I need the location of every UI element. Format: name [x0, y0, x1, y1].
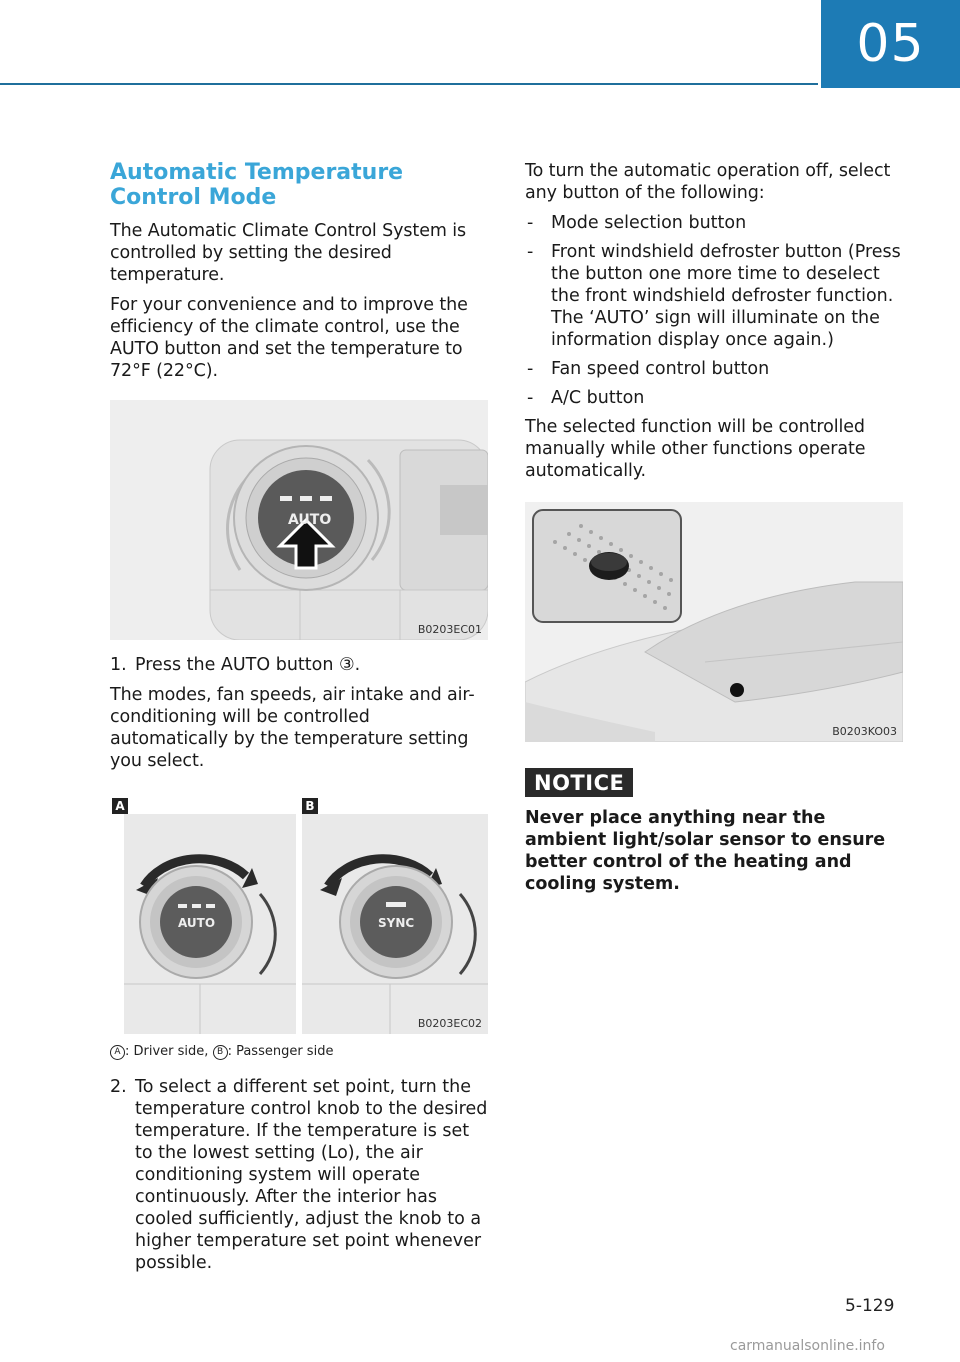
page-number: 5-129	[845, 1296, 895, 1316]
list-item-text: Fan speed control button	[551, 359, 770, 379]
list-item	[525, 212, 903, 234]
watermark: carmanualsonline.info	[730, 1338, 885, 1354]
step-text: Press the AUTO button ③.	[135, 655, 361, 675]
step-2	[110, 1076, 488, 1274]
left-column	[110, 160, 488, 1282]
figure-code: B0203EC02	[417, 1017, 482, 1030]
list-item-text: Front windshield defroster button (Press the button one more time to deselect the front windshield defroster function. The ‘AUTO’ sign will illuminate on the information display once again.)	[551, 242, 901, 350]
circle-b: B	[213, 1045, 228, 1060]
knob-text-auto: AUTO	[288, 512, 332, 528]
button-list	[525, 212, 903, 409]
knob-text-auto: AUTO	[178, 916, 216, 930]
intro-paragraph-1: The Automatic Climate Control System is controlled by setting the desired temperature.	[110, 221, 467, 285]
step-number: 2.	[110, 1077, 127, 1097]
figure-auto-button	[110, 400, 488, 640]
list-item	[525, 241, 903, 351]
list-item-text: A/C button	[551, 388, 645, 408]
header-rule	[0, 83, 818, 85]
circle-a: A	[110, 1045, 125, 1060]
notice-badge: NOTICE	[525, 768, 633, 797]
step-text: To select a different set point, turn the temperature control knob to the desired temperature. If the temperature is set to the lowest setting (Lo), the air conditioning system will operate continuously. After the interior has cooled sufficiently, adjust the knob to a higher temperature set point whenever possible.	[135, 1077, 488, 1273]
chapter-tab: 05	[821, 0, 960, 88]
figure-caption	[110, 1044, 488, 1060]
list-item	[525, 387, 903, 409]
step-1-detail: The modes, fan speeds, air intake and air-conditioning will be controlled automatically by the temperature setting you select.	[110, 685, 475, 771]
figure-code: B0203KO03	[832, 725, 897, 738]
right-outro: The selected function will be controlled manually while other functions operate automatically.	[525, 417, 866, 481]
knob-text-sync: SYNC	[378, 916, 415, 930]
notice-text: Never place anything near the ambient light/solar sensor to ensure better control of the heating and cooling system.	[525, 808, 886, 894]
figure-temperature-knobs	[110, 794, 488, 1034]
caption-a-text: : Driver side,	[125, 1044, 209, 1059]
right-column	[525, 160, 903, 895]
step-1	[110, 654, 488, 676]
list-dash: -	[527, 242, 534, 262]
list-dash: -	[527, 388, 534, 408]
right-intro: To turn the automatic operation off, select any button of the following:	[525, 161, 891, 203]
list-item-text: Mode selection button	[551, 213, 747, 233]
section-heading: Automatic Temperature Control Mode	[110, 160, 404, 210]
temperature-knobs-illustration	[110, 794, 488, 1034]
list-dash: -	[527, 213, 534, 233]
step-number: 1.	[110, 655, 127, 675]
list-dash: -	[527, 359, 534, 379]
caption-b-text: : Passenger side	[227, 1044, 334, 1059]
intro-paragraph-2: For your convenience and to improve the efficiency of the climate control, use the AUTO button and set the temperature to 72°F (22°C).	[110, 295, 468, 381]
solar-sensor-illustration	[525, 502, 903, 742]
list-item	[525, 358, 903, 380]
label-b: B	[302, 798, 318, 814]
label-a: A	[112, 798, 128, 814]
figure-code: B0203EC01	[417, 623, 482, 636]
figure-solar-sensor	[525, 502, 903, 742]
